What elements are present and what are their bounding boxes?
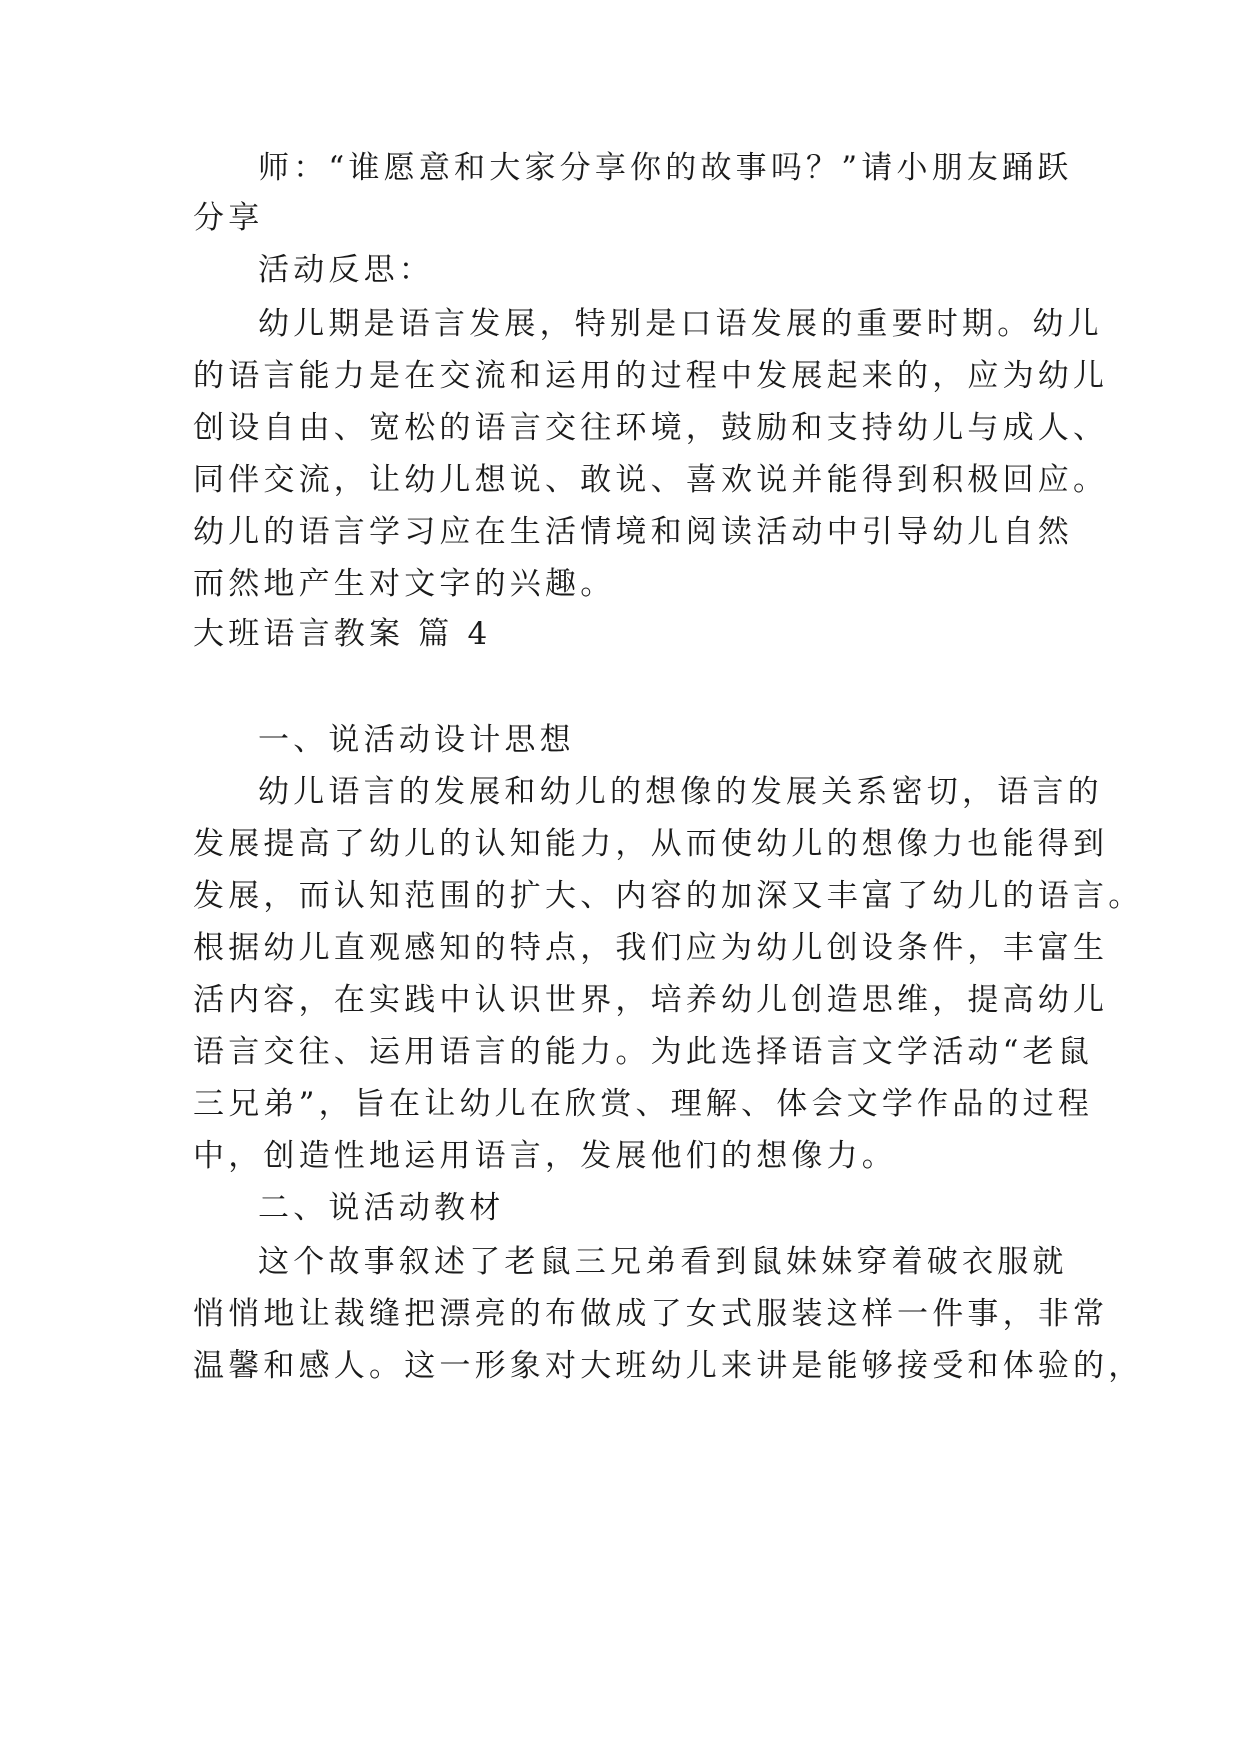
text-line: 分享 <box>193 200 264 236</box>
text-line: 语言交往、运用语言的能力。为此选择语言文学活动“老鼠 <box>193 1034 1094 1070</box>
subsection-heading: 一、说活动设计思想 <box>258 722 575 758</box>
text-line: 三兄弟”，旨在让幼儿在欣赏、理解、体会文学作品的过程 <box>193 1086 1094 1122</box>
text-line: 这个故事叙述了老鼠三兄弟看到鼠妹妹穿着破衣服就 <box>258 1244 1068 1280</box>
section-heading: 大班语言教案 篇 4 <box>193 616 492 652</box>
text-line: 而然地产生对文字的兴趣。 <box>193 566 616 602</box>
text-line: 中，创造性地运用语言，发展他们的想像力。 <box>193 1138 897 1174</box>
text-line: 创设自由、宽松的语言交往环境，鼓励和支持幼儿与成人、 <box>193 410 1109 446</box>
text-line: 发展，而认知范围的扩大、内容的加深又丰富了幼儿的语言。 <box>193 878 1144 914</box>
subsection-heading: 二、说活动教材 <box>258 1190 505 1226</box>
text-line: 根据幼儿直观感知的特点，我们应为幼儿创设条件，丰富生 <box>193 930 1109 966</box>
text-line: 温馨和感人。这一形象对大班幼儿来讲是能够接受和体验的， <box>193 1348 1144 1384</box>
text-line: 幼儿期是语言发展，特别是口语发展的重要时期。幼儿 <box>258 306 1103 342</box>
text-line: 同伴交流，让幼儿想说、敢说、喜欢说并能得到积极回应。 <box>193 462 1109 498</box>
text-line: 悄悄地让裁缝把漂亮的布做成了女式服装这样一件事，非常 <box>193 1296 1109 1332</box>
text-line: 发展提高了幼儿的认知能力，从而使幼儿的想像力也能得到 <box>193 826 1109 862</box>
text-line: 幼儿的语言学习应在生活情境和阅读活动中引导幼儿自然 <box>193 514 1073 550</box>
text-line: 活动反思： <box>258 252 434 288</box>
text-line: 幼儿语言的发展和幼儿的想像的发展关系密切，语言的 <box>258 774 1103 810</box>
text-line: 的语言能力是在交流和运用的过程中发展起来的，应为幼儿 <box>193 358 1109 394</box>
text-line: 师：“谁愿意和大家分享你的故事吗？”请小朋友踊跃 <box>258 150 1073 186</box>
text-line: 活内容，在实践中认识世界，培养幼儿创造思维，提高幼儿 <box>193 982 1109 1018</box>
